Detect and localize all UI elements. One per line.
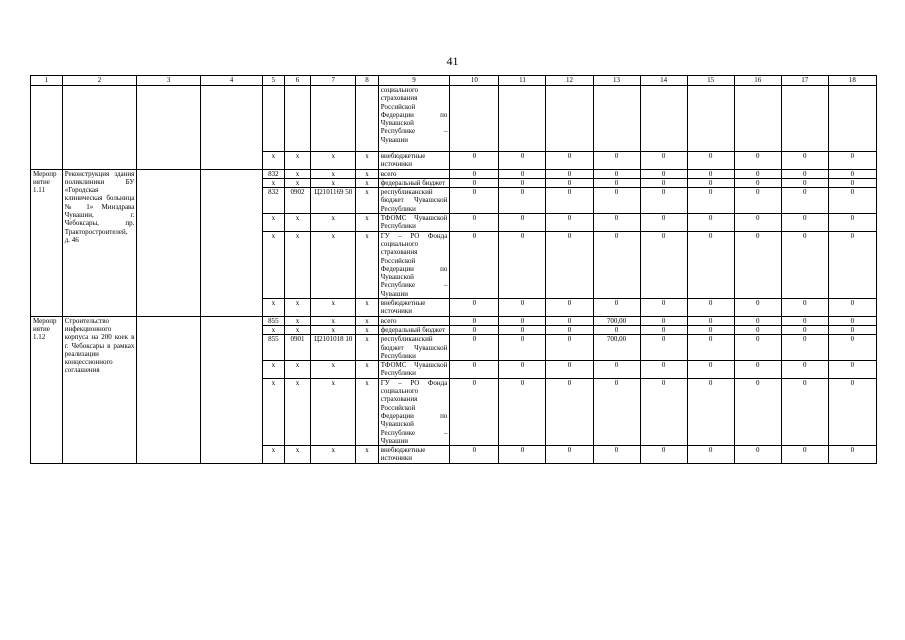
grbs-cell: х: [263, 299, 284, 317]
vr-cell: х: [356, 325, 379, 334]
vr-cell: х: [356, 299, 379, 317]
value-cell-col-11: 0: [499, 361, 546, 379]
source-cell: федеральный бюджет: [378, 178, 450, 187]
value-cell-col-12: 0: [546, 446, 593, 464]
value-cell-col-18: 0: [828, 214, 876, 232]
value-cell-col-12: 0: [546, 378, 593, 445]
value-cell-col-13: 0: [593, 214, 640, 232]
value-cell-col-12: 0: [546, 231, 593, 298]
source-cell: федеральный бюджет: [378, 325, 450, 334]
source-cell: всего: [378, 316, 450, 325]
column-number-8: 8: [356, 76, 379, 86]
vr-cell: х: [356, 152, 379, 170]
value-cell-col-12: 0: [546, 188, 593, 214]
csr-cell: х: [311, 446, 356, 464]
rzpr-cell: 0902: [284, 188, 311, 214]
value-cell-col-13: 0: [593, 231, 640, 298]
value-cell-col-12: 0: [546, 178, 593, 187]
value-cell-col-17: 0: [781, 378, 828, 445]
csr-cell: х: [311, 152, 356, 170]
value-cell-col-10: 0: [450, 316, 499, 325]
measure-name: Строительство инфекционного корпуса на 200 коек в г. Чебоксары в рамках реализации концессионного соглашения: [62, 316, 137, 463]
value-cell-col-18: 0: [828, 188, 876, 214]
empty-cell: [263, 86, 284, 152]
value-cell-col-12: 0: [546, 299, 593, 317]
value-cell-col-13: 0: [593, 378, 640, 445]
value-cell-col-10: 0: [450, 231, 499, 298]
value-cell-col-14: 0: [640, 299, 687, 317]
column-number-15: 15: [687, 76, 734, 86]
value-cell-col-15: 0: [687, 316, 734, 325]
column-number-1: 1: [31, 76, 63, 86]
value-cell-col-17: 0: [781, 361, 828, 379]
empty-cell: [734, 86, 781, 152]
vr-cell: х: [356, 178, 379, 187]
grbs-cell: х: [263, 378, 284, 445]
grbs-cell: х: [263, 325, 284, 334]
grbs-cell: х: [263, 361, 284, 379]
rzpr-cell: х: [284, 316, 311, 325]
value-cell-col-18: 0: [828, 169, 876, 178]
value-cell-col-18: 0: [828, 361, 876, 379]
rzpr-cell: х: [284, 152, 311, 170]
column-number-5: 5: [263, 76, 284, 86]
value-cell-col-12: 0: [546, 361, 593, 379]
value-cell-col-17: 0: [781, 188, 828, 214]
value-cell-col-10: 0: [450, 214, 499, 232]
value-cell-col-18: 0: [828, 378, 876, 445]
value-cell-col-12: 0: [546, 325, 593, 334]
value-cell-col-10: 0: [450, 446, 499, 464]
value-cell-col-11: 0: [499, 299, 546, 317]
rzpr-cell: х: [284, 169, 311, 178]
source-cell: всего: [378, 169, 450, 178]
value-cell-col-14: 0: [640, 378, 687, 445]
header-row: [31, 76, 877, 86]
value-cell-col-18: 0: [828, 299, 876, 317]
column-number-12: 12: [546, 76, 593, 86]
value-cell-col-10: 0: [450, 361, 499, 379]
rzpr-cell: х: [284, 299, 311, 317]
measure-label: Мероприятие 1.12: [31, 316, 63, 463]
value-cell-col-18: 0: [828, 316, 876, 325]
value-cell-col-18: 0: [828, 325, 876, 334]
column-number-9: 9: [378, 76, 450, 86]
column-number-10: 10: [450, 76, 499, 86]
csr-cell: х: [311, 214, 356, 232]
csr-cell: х: [311, 231, 356, 298]
grbs-cell: 832: [263, 188, 284, 214]
value-cell-col-13: 0: [593, 361, 640, 379]
value-cell-col-15: 0: [687, 361, 734, 379]
grbs-cell: х: [263, 214, 284, 232]
value-cell-col-17: 0: [781, 178, 828, 187]
value-cell-col-14: 0: [640, 214, 687, 232]
empty-cell: [284, 86, 311, 152]
source-cell: внебюджетные источники: [378, 446, 450, 464]
measure-name: Реконструкция здания поликлиники БУ «Городская клиническая больница № 1» Минздрава Чувашии, г. Чебоксары, пр. Тракторостроителей, д. 46: [62, 169, 137, 316]
value-cell-col-15: 0: [687, 188, 734, 214]
value-cell-col-17: 0: [781, 169, 828, 178]
csr-cell: Ц2101018 10: [311, 335, 356, 361]
value-cell-col-12: 0: [546, 316, 593, 325]
value-cell-col-16: 0: [734, 188, 781, 214]
vr-cell: х: [356, 169, 379, 178]
empty-cell: [200, 86, 262, 170]
value-cell-col-17: 0: [781, 446, 828, 464]
value-cell-col-13: 0: [593, 325, 640, 334]
source-cell: внебюджетные источники: [378, 299, 450, 317]
grbs-cell: 832: [263, 169, 284, 178]
empty-cell: [356, 86, 379, 152]
empty-cell: [137, 316, 200, 463]
empty-cell: [499, 86, 546, 152]
source-cell: ГУ – РО Фонда социального страхования Российской Федерации по Чувашской Республике – Чувашии: [378, 231, 450, 298]
value-cell-col-13: 0: [593, 446, 640, 464]
value-cell-col-18: 0: [828, 152, 876, 170]
column-number-3: 3: [137, 76, 200, 86]
value-cell-col-14: 0: [640, 231, 687, 298]
vr-cell: х: [356, 316, 379, 325]
grbs-cell: х: [263, 152, 284, 170]
value-cell-col-15: 0: [687, 446, 734, 464]
value-cell-col-11: 0: [499, 169, 546, 178]
value-cell-col-11: 0: [499, 214, 546, 232]
value-cell-col-10: 0: [450, 299, 499, 317]
value-cell-col-14: 0: [640, 325, 687, 334]
value-cell-col-11: 0: [499, 152, 546, 170]
empty-cell: [200, 316, 262, 463]
value-cell-col-15: 0: [687, 231, 734, 298]
rzpr-cell: х: [284, 178, 311, 187]
vr-cell: х: [356, 361, 379, 379]
value-cell-col-17: 0: [781, 316, 828, 325]
value-cell-col-13: 0: [593, 152, 640, 170]
budget-table: [30, 75, 877, 464]
value-cell-col-10: 0: [450, 152, 499, 170]
empty-cell: [31, 86, 63, 170]
column-number-2: 2: [62, 76, 137, 86]
value-cell-col-14: 0: [640, 188, 687, 214]
value-cell-col-14: 0: [640, 361, 687, 379]
value-cell-col-18: 0: [828, 231, 876, 298]
value-cell-col-15: 0: [687, 335, 734, 361]
value-cell-col-13: 0: [593, 169, 640, 178]
rzpr-cell: х: [284, 214, 311, 232]
value-cell-col-12: 0: [546, 335, 593, 361]
source-cell: ТФОМС Чувашской Республики: [378, 214, 450, 232]
rzpr-cell: х: [284, 361, 311, 379]
rzpr-cell: х: [284, 378, 311, 445]
empty-cell: [62, 86, 137, 170]
value-cell-col-17: 0: [781, 152, 828, 170]
value-cell-col-12: 0: [546, 214, 593, 232]
grbs-cell: х: [263, 178, 284, 187]
value-cell-col-11: 0: [499, 378, 546, 445]
column-number-7: 7: [311, 76, 356, 86]
value-cell-col-16: 0: [734, 316, 781, 325]
value-cell-col-15: 0: [687, 214, 734, 232]
value-cell-col-11: 0: [499, 231, 546, 298]
csr-cell: х: [311, 378, 356, 445]
value-cell-col-14: 0: [640, 335, 687, 361]
value-cell-col-13: 0: [593, 188, 640, 214]
value-cell-col-10: 0: [450, 178, 499, 187]
column-number-11: 11: [499, 76, 546, 86]
csr-cell: х: [311, 169, 356, 178]
value-cell-col-13: 700,00: [593, 316, 640, 325]
value-cell-col-16: 0: [734, 299, 781, 317]
grbs-cell: 855: [263, 335, 284, 361]
value-cell-col-12: 0: [546, 152, 593, 170]
value-cell-col-10: 0: [450, 378, 499, 445]
table-body: [31, 76, 877, 464]
value-cell-col-16: 0: [734, 214, 781, 232]
value-cell-col-14: 0: [640, 169, 687, 178]
vr-cell: х: [356, 231, 379, 298]
value-cell-col-15: 0: [687, 299, 734, 317]
value-cell-col-16: 0: [734, 378, 781, 445]
value-cell-col-11: 0: [499, 178, 546, 187]
rzpr-cell: х: [284, 231, 311, 298]
grbs-cell: х: [263, 231, 284, 298]
csr-cell: х: [311, 325, 356, 334]
value-cell-col-14: 0: [640, 446, 687, 464]
csr-cell: х: [311, 178, 356, 187]
value-cell-col-15: 0: [687, 178, 734, 187]
rzpr-cell: х: [284, 446, 311, 464]
empty-cell: [828, 86, 876, 152]
csr-cell: х: [311, 316, 356, 325]
column-number-6: 6: [284, 76, 311, 86]
source-cell: ТФОМС Чувашской Республики: [378, 361, 450, 379]
grbs-cell: 855: [263, 316, 284, 325]
value-cell-col-10: 0: [450, 169, 499, 178]
column-number-4: 4: [200, 76, 262, 86]
value-cell-col-15: 0: [687, 169, 734, 178]
value-cell-col-13: 700,00: [593, 335, 640, 361]
source-cell: республиканский бюджет Чувашской Республики: [378, 188, 450, 214]
empty-cell: [687, 86, 734, 152]
value-cell-col-17: 0: [781, 214, 828, 232]
measure-label: Мероприятие 1.11: [31, 169, 63, 316]
value-cell-col-18: 0: [828, 335, 876, 361]
empty-cell: [200, 169, 262, 316]
csr-cell: х: [311, 361, 356, 379]
empty-cell: [546, 86, 593, 152]
value-cell-col-18: 0: [828, 446, 876, 464]
value-cell-col-11: 0: [499, 446, 546, 464]
value-cell-col-16: 0: [734, 178, 781, 187]
table-row: [31, 86, 877, 152]
table-row: [31, 169, 877, 178]
value-cell-col-14: 0: [640, 152, 687, 170]
csr-cell: Ц2101169 50: [311, 188, 356, 214]
empty-cell: [781, 86, 828, 152]
value-cell-col-11: 0: [499, 188, 546, 214]
empty-cell: [640, 86, 687, 152]
value-cell-col-11: 0: [499, 316, 546, 325]
empty-cell: [311, 86, 356, 152]
value-cell-col-17: 0: [781, 335, 828, 361]
page-number: 41: [446, 54, 459, 68]
value-cell-col-12: 0: [546, 169, 593, 178]
value-cell-col-16: 0: [734, 152, 781, 170]
column-number-17: 17: [781, 76, 828, 86]
value-cell-col-15: 0: [687, 152, 734, 170]
rzpr-cell: 0901: [284, 335, 311, 361]
grbs-cell: х: [263, 446, 284, 464]
value-cell-col-11: 0: [499, 335, 546, 361]
column-number-16: 16: [734, 76, 781, 86]
value-cell-col-16: 0: [734, 361, 781, 379]
csr-cell: х: [311, 299, 356, 317]
empty-cell: [450, 86, 499, 152]
value-cell-col-16: 0: [734, 169, 781, 178]
vr-cell: х: [356, 378, 379, 445]
value-cell-col-18: 0: [828, 178, 876, 187]
value-cell-col-15: 0: [687, 378, 734, 445]
value-cell-col-10: 0: [450, 188, 499, 214]
value-cell-col-13: 0: [593, 299, 640, 317]
value-cell-col-16: 0: [734, 231, 781, 298]
value-cell-col-16: 0: [734, 335, 781, 361]
vr-cell: х: [356, 446, 379, 464]
empty-cell: [137, 169, 200, 316]
table-row: [31, 316, 877, 325]
column-number-14: 14: [640, 76, 687, 86]
value-cell-col-16: 0: [734, 325, 781, 334]
vr-cell: х: [356, 335, 379, 361]
column-number-13: 13: [593, 76, 640, 86]
column-number-18: 18: [828, 76, 876, 86]
value-cell-col-17: 0: [781, 299, 828, 317]
value-cell-col-10: 0: [450, 335, 499, 361]
value-cell-col-15: 0: [687, 325, 734, 334]
value-cell-col-10: 0: [450, 325, 499, 334]
empty-cell: [593, 86, 640, 152]
value-cell-col-14: 0: [640, 178, 687, 187]
source-cell: республиканский бюджет Чувашской Республики: [378, 335, 450, 361]
value-cell-col-17: 0: [781, 325, 828, 334]
source-cell: социального страхования Российской Федерации по Чувашской Республике – Чувашии: [378, 86, 450, 152]
value-cell-col-11: 0: [499, 325, 546, 334]
rzpr-cell: х: [284, 325, 311, 334]
empty-cell: [137, 86, 200, 170]
source-cell: ГУ – РО Фонда социального страхования Российской Федерации по Чувашской Республике – Чувашии: [378, 378, 450, 445]
value-cell-col-16: 0: [734, 446, 781, 464]
value-cell-col-17: 0: [781, 231, 828, 298]
vr-cell: х: [356, 214, 379, 232]
value-cell-col-13: 0: [593, 178, 640, 187]
value-cell-col-14: 0: [640, 316, 687, 325]
vr-cell: х: [356, 188, 379, 214]
source-cell: внебюджетные источники: [378, 152, 450, 170]
